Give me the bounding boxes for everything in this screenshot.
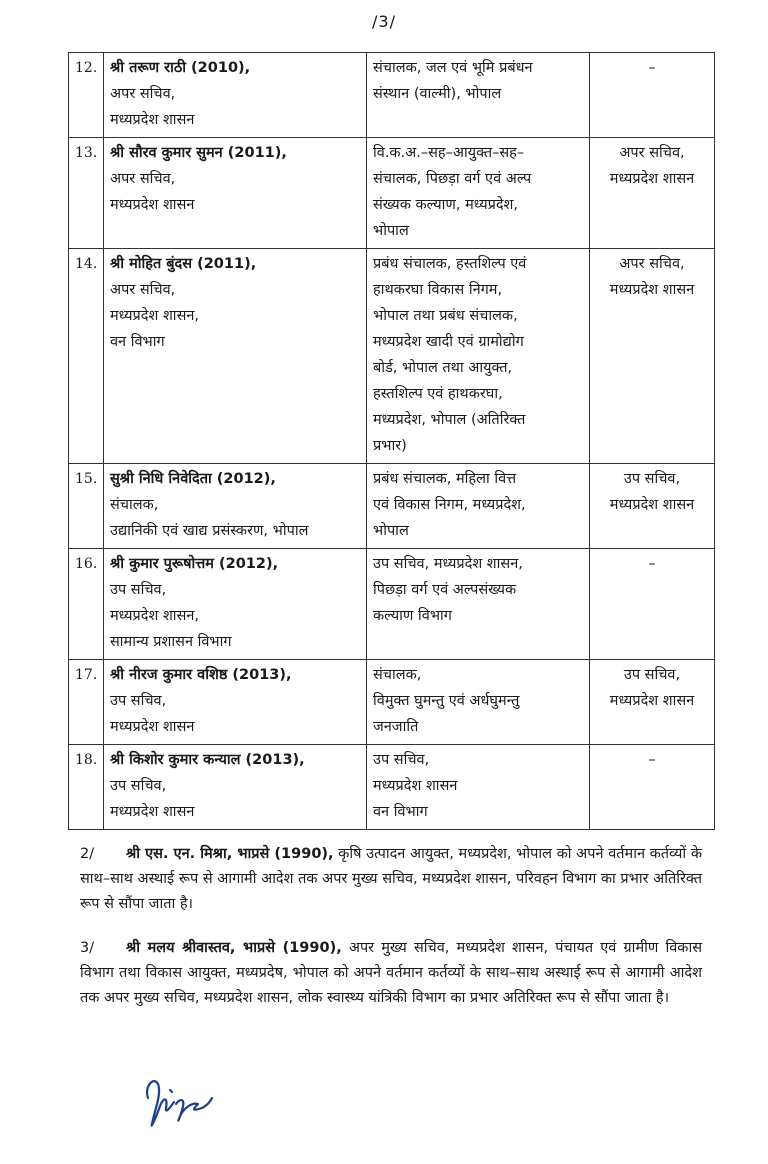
- new-posting-line: उप सचिव, मध्यप्रदेश शासन,: [373, 556, 523, 572]
- new-posting-cell: [367, 660, 590, 745]
- new-posting-cell: [367, 549, 590, 660]
- new-posting-line: प्रबंध संचालक, हस्तशिल्प एवं: [373, 256, 527, 272]
- new-posting-line: मध्यप्रदेश, भोपाल (अतिरिक्त: [373, 412, 526, 428]
- officer-current-post: उद्यानिकी एवं खाद्य प्रसंस्करण, भोपाल: [110, 523, 309, 539]
- new-posting-line: प्रभार): [373, 438, 407, 454]
- new-posting-line: भोपाल: [373, 223, 409, 239]
- officer-current-post: अपर सचिव,: [110, 86, 176, 102]
- table-row: [69, 53, 715, 138]
- new-posting-line: संचालक,: [373, 667, 422, 683]
- table-row: [69, 464, 715, 549]
- new-posting-line: पिछड़ा वर्ग एवं अल्पसंख्यक: [373, 582, 517, 598]
- officer-current-post: मध्यप्रदेश शासन: [110, 719, 195, 735]
- officer-current-post: मध्यप्रदेश शासन: [110, 197, 195, 213]
- ex-officio-cell: [590, 464, 715, 549]
- officer-current-post: मध्यप्रदेश शासन,: [110, 608, 200, 624]
- ex-officio-line: –: [648, 556, 656, 572]
- paragraph-number: 3/: [80, 940, 95, 956]
- ex-officio-line: उप सचिव,: [623, 667, 681, 683]
- officer-current-post: मध्यप्रदेश शासन,: [110, 308, 200, 324]
- officer-cell: [104, 549, 367, 660]
- table-row: [69, 138, 715, 249]
- ex-officio-cell: [590, 745, 715, 830]
- new-posting-line: वि.क.अ.–सह–आयुक्त–सह–: [373, 145, 525, 161]
- officer-cell: [104, 464, 367, 549]
- officer-current-post: अपर सचिव,: [110, 171, 176, 187]
- new-posting-line: हस्तशिल्प एवं हाथकरघा,: [373, 386, 503, 402]
- table-row: [69, 660, 715, 745]
- officer-name: श्री मोहित बुंदस (2011),: [110, 256, 257, 272]
- serial-number: 17.: [69, 660, 104, 745]
- officer-name: श्री नीरज कुमार वशिष्ठ (2013),: [110, 667, 292, 683]
- officer-cell: [104, 249, 367, 464]
- new-posting-line: भोपाल: [373, 523, 409, 539]
- ex-officio-line: मध्यप्रदेश शासन: [609, 171, 695, 187]
- new-posting-line: भोपाल तथा प्रबंध संचालक,: [373, 308, 518, 324]
- serial-number: 13.: [69, 138, 104, 249]
- ex-officio-line: अपर सचिव,: [619, 256, 685, 272]
- officer-current-post: मध्यप्रदेश शासन: [110, 804, 195, 820]
- ex-officio-cell: [590, 549, 715, 660]
- officer-current-post: मध्यप्रदेश शासन: [110, 112, 195, 128]
- officer-current-post: उप सचिव,: [110, 582, 167, 598]
- ex-officio-cell: [590, 53, 715, 138]
- new-posting-line: संख्यक कल्याण, मध्यप्रदेश,: [373, 197, 519, 213]
- paragraph-3: [80, 936, 702, 1011]
- serial-number: 18.: [69, 745, 104, 830]
- new-posting-cell: [367, 138, 590, 249]
- table-row: [69, 549, 715, 660]
- new-posting-line: संचालक, जल एवं भूमि प्रबंधन: [373, 60, 533, 76]
- ex-officio-line: –: [648, 60, 656, 76]
- ex-officio-line: अपर सचिव,: [619, 145, 685, 161]
- officer-cell: [104, 138, 367, 249]
- new-posting-line: संचालक, पिछड़ा वर्ग एवं अल्प: [373, 171, 532, 187]
- officer-name: श्री मलय श्रीवास्तव, भाप्रसे (1990),: [126, 940, 342, 956]
- officer-cell: [104, 660, 367, 745]
- table-row: [69, 249, 715, 464]
- new-posting-line: विमुक्त घुमन्तु एवं अर्धघुमन्तु: [373, 693, 520, 709]
- ex-officio-line: –: [648, 752, 656, 768]
- ex-officio-line: मध्यप्रदेश शासन: [609, 693, 695, 709]
- officer-name: श्री एस. एन. मिश्रा, भाप्रसे (1990),: [126, 846, 334, 862]
- serial-number: 12.: [69, 53, 104, 138]
- officer-cell: [104, 53, 367, 138]
- new-posting-line: संस्थान (वाल्मी), भोपाल: [373, 86, 502, 102]
- officer-cell: [104, 745, 367, 830]
- officer-current-post: उप सचिव,: [110, 778, 167, 794]
- officer-name: सुश्री निधि निवेदिता (2012),: [110, 471, 276, 487]
- signature-icon: [140, 1068, 220, 1138]
- paragraph-2: [80, 842, 702, 917]
- posting-table: [68, 52, 715, 830]
- new-posting-cell: [367, 745, 590, 830]
- officer-current-post: संचालक,: [110, 497, 159, 513]
- officer-current-post: वन विभाग: [110, 334, 165, 350]
- officer-name: श्री कुमार पुरूषोत्तम (2012),: [110, 556, 279, 572]
- new-posting-cell: [367, 464, 590, 549]
- new-posting-line: वन विभाग: [373, 804, 428, 820]
- new-posting-line: प्रबंध संचालक, महिला वित्त: [373, 471, 517, 487]
- new-posting-line: हाथकरघा विकास निगम,: [373, 282, 503, 298]
- new-posting-cell: [367, 249, 590, 464]
- paragraph-text: कृषि उत्पादन आयुक्त, मध्यप्रदेश, भोपाल को अपने वर्तमान कर्तव्यों के साथ–साथ अस्थाई रूप से आगामी आदेश तक अपर मुख्य सचिव, मध्यप्रदेश शासन, परिवहन विभाग का प्रभार अतिरिक्त रूप से सौंपा जाता है।: [80, 846, 702, 912]
- officer-name: श्री सौरव कुमार सुमन (2011),: [110, 145, 287, 161]
- officer-current-post: सामान्य प्रशासन विभाग: [110, 634, 232, 650]
- serial-number: 14.: [69, 249, 104, 464]
- new-posting-line: बोर्ड, भोपाल तथा आयुक्त,: [373, 360, 513, 376]
- new-posting-line: मध्यप्रदेश शासन: [373, 778, 458, 794]
- table-row: [69, 745, 715, 830]
- officer-name: श्री तरूण राठी (2010),: [110, 60, 251, 76]
- page-number: /3/: [372, 12, 396, 31]
- ex-officio-line: मध्यप्रदेश शासन: [609, 497, 695, 513]
- new-posting-line: एवं विकास निगम, मध्यप्रदेश,: [373, 497, 526, 513]
- ex-officio-cell: [590, 138, 715, 249]
- officer-current-post: अपर सचिव,: [110, 282, 176, 298]
- new-posting-line: मध्यप्रदेश खादी एवं ग्रामोद्योग: [373, 334, 524, 350]
- new-posting-line: जनजाति: [373, 719, 419, 735]
- new-posting-line: उप सचिव,: [373, 752, 430, 768]
- ex-officio-line: उप सचिव,: [623, 471, 681, 487]
- new-posting-cell: [367, 53, 590, 138]
- ex-officio-cell: [590, 249, 715, 464]
- ex-officio-line: मध्यप्रदेश शासन: [609, 282, 695, 298]
- officer-name: श्री किशोर कुमार कन्याल (2013),: [110, 752, 305, 768]
- serial-number: 15.: [69, 464, 104, 549]
- officer-current-post: उप सचिव,: [110, 693, 167, 709]
- paragraph-number: 2/: [80, 846, 95, 862]
- ex-officio-cell: [590, 660, 715, 745]
- serial-number: 16.: [69, 549, 104, 660]
- new-posting-line: कल्याण विभाग: [373, 608, 452, 624]
- paragraph-text: अपर मुख्य सचिव, मध्यप्रदेश शासन, पंचायत एवं ग्रामीण विकास विभाग तथा विकास आयुक्त, मध्यप्रदेष, भोपाल को अपने वर्तमान कर्तव्यों के साथ–साथ अस्थाई रूप से आगामी आदेश तक अपर मुख्य सचिव, मध्यप्रदेश शासन, लोक स्वास्थ्य यांत्रिकी विभाग का प्रभार अतिरिक्त रूप से सौंपा जाता है।: [80, 940, 703, 1006]
